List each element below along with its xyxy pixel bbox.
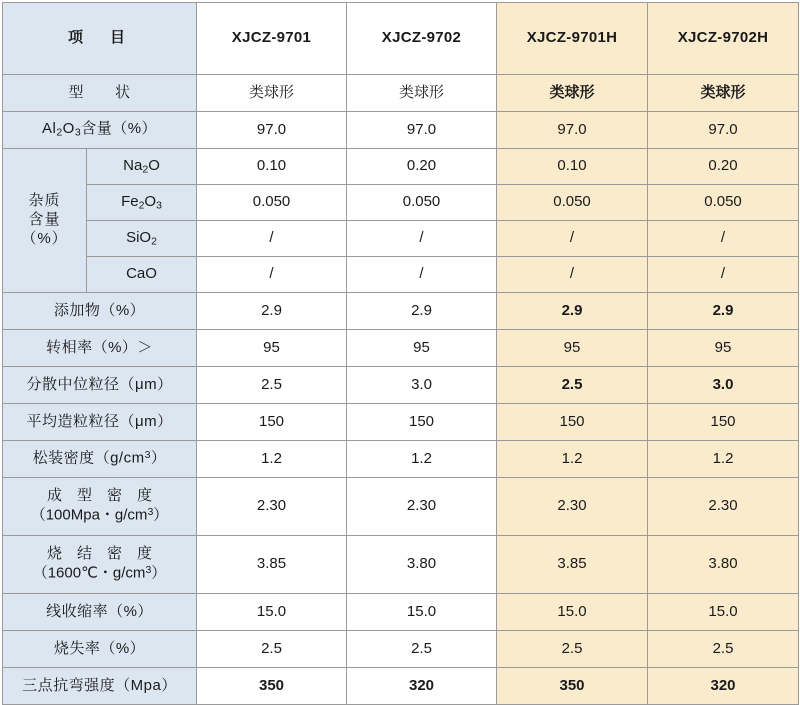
cell-bulk-density-9702: 1.2 — [347, 441, 497, 478]
cell-sio2-9701: / — [197, 221, 347, 257]
row-label-loss: 烧失率（%） — [3, 631, 197, 668]
cell-fe2o3-9701: 0.050 — [197, 185, 347, 221]
row-label-sio2 — [87, 221, 197, 257]
row-label-na2o — [87, 149, 197, 185]
cell-na2o-9702: 0.20 — [347, 149, 497, 185]
header-col-xjcz-9702: XJCZ-9702 — [347, 3, 497, 75]
cell-loss-9702: 2.5 — [347, 631, 497, 668]
cell-shrinkage-9702: 15.0 — [347, 594, 497, 631]
forming-density-sup: 3 — [147, 506, 154, 519]
row-label-avg-granule: 平均造粒粒径（μm） — [3, 404, 197, 441]
row-label-bulk-density — [3, 441, 197, 478]
row-label-additive: 添加物（%） — [3, 293, 197, 330]
cell-shrinkage-9701: 15.0 — [197, 594, 347, 631]
sintering-density-sup: 3 — [145, 564, 152, 577]
header-item-label: 项 目 — [3, 3, 197, 75]
forming-density-line2-end: ） — [153, 506, 169, 524]
cell-median-9702h: 3.0 — [648, 367, 799, 404]
cell-alumina-9701h: 97.0 — [497, 112, 648, 149]
cell-sio2-9702: / — [347, 221, 497, 257]
cell-bulk-density-9701h: 1.2 — [497, 441, 648, 478]
fe2o3-sub2: 2 — [138, 199, 145, 212]
table-row-median-size — [3, 367, 799, 404]
cell-conversion-9702: 95 — [347, 330, 497, 367]
cell-bending-9702: 320 — [347, 668, 497, 705]
row-label-impurity-group — [3, 149, 87, 293]
table-row-fe2o3 — [3, 185, 799, 221]
cell-forming-density-9702h: 2.30 — [648, 478, 799, 536]
alumina-label-rest: 含量（%） — [81, 120, 158, 138]
sio2-text: SiO — [126, 228, 152, 246]
impurity-label-line1: 杂质 — [28, 192, 61, 210]
table-header-row — [3, 3, 799, 75]
cell-shape-9701: 类球形 — [197, 75, 347, 112]
table-row-shrinkage — [3, 594, 799, 631]
cell-avg-granule-9701h: 150 — [497, 404, 648, 441]
cell-avg-granule-9702h: 150 — [648, 404, 799, 441]
cell-bulk-density-9701: 1.2 — [197, 441, 347, 478]
cell-sintering-density-9701h: 3.85 — [497, 536, 648, 594]
cell-sio2-9702h: / — [648, 221, 799, 257]
forming-density-line1: 成 型 密 度 — [47, 487, 153, 505]
cell-bending-9701h: 350 — [497, 668, 648, 705]
table-row-bulk-density — [3, 441, 799, 478]
cell-additive-9702h: 2.9 — [648, 293, 799, 330]
header-col-xjcz-9701h: XJCZ-9701H — [497, 3, 648, 75]
cell-conversion-9701h: 95 — [497, 330, 648, 367]
alumina-formula-o: O — [62, 120, 75, 138]
cell-median-9702: 3.0 — [347, 367, 497, 404]
table-row-shape — [3, 75, 799, 112]
cell-avg-granule-9701: 150 — [197, 404, 347, 441]
sintering-density-line2-text: （1600℃・g/cm — [32, 564, 146, 582]
sintering-density-line2 — [6, 564, 193, 583]
cell-bending-9702h: 320 — [648, 668, 799, 705]
row-label-sintering-density — [3, 536, 197, 594]
cell-cao-9702h: / — [648, 257, 799, 293]
impurity-label-line2: 含量 — [28, 211, 61, 229]
cell-additive-9701: 2.9 — [197, 293, 347, 330]
table-row-alumina — [3, 112, 799, 149]
table-row-sio2 — [3, 221, 799, 257]
row-label-shape: 型 状 — [3, 75, 197, 112]
cell-alumina-9701: 97.0 — [197, 112, 347, 149]
cell-conversion-9701: 95 — [197, 330, 347, 367]
cell-loss-9702h: 2.5 — [648, 631, 799, 668]
bulk-density-end: ） — [150, 449, 167, 467]
cell-shape-9701h: 类球形 — [497, 75, 648, 112]
cell-shrinkage-9702h: 15.0 — [648, 594, 799, 631]
row-label-shrinkage: 线收缩率（%） — [3, 594, 197, 631]
table-row-loss — [3, 631, 799, 668]
product-spec-table — [2, 2, 799, 705]
cell-cao-9701h: / — [497, 257, 648, 293]
cell-forming-density-9702: 2.30 — [347, 478, 497, 536]
alumina-formula-al: Al — [41, 120, 57, 138]
alumina-sub-3: 3 — [74, 126, 82, 139]
forming-density-line2 — [6, 506, 193, 525]
table-row-conversion — [3, 330, 799, 367]
table-row-sintering-density — [3, 536, 799, 594]
cell-na2o-9701: 0.10 — [197, 149, 347, 185]
cell-conversion-9702h: 95 — [648, 330, 799, 367]
sio2-sub: 2 — [151, 235, 157, 248]
cell-bending-9701: 350 — [197, 668, 347, 705]
cell-median-9701: 2.5 — [197, 367, 347, 404]
cell-median-9701h: 2.5 — [497, 367, 648, 404]
cell-na2o-9702h: 0.20 — [648, 149, 799, 185]
cell-fe2o3-9701h: 0.050 — [497, 185, 648, 221]
cell-avg-granule-9702: 150 — [347, 404, 497, 441]
sintering-density-line2-end: ） — [151, 564, 167, 582]
cell-loss-9701: 2.5 — [197, 631, 347, 668]
alumina-sub-2: 2 — [56, 126, 63, 139]
table-row-bending-strength — [3, 668, 799, 705]
cell-shape-9702: 类球形 — [347, 75, 497, 112]
row-label-median-size: 分散中位粒径（μm） — [3, 367, 197, 404]
header-col-xjcz-9702h: XJCZ-9702H — [648, 3, 799, 75]
cell-sio2-9701h: / — [497, 221, 648, 257]
bulk-density-sup: 3 — [144, 449, 151, 462]
header-col-xjcz-9701: XJCZ-9701 — [197, 3, 347, 75]
fe2o3-sub3: 3 — [156, 199, 162, 212]
fe2o3-fe: Fe — [121, 192, 139, 210]
cell-additive-9702: 2.9 — [347, 293, 497, 330]
cell-sintering-density-9702h: 3.80 — [648, 536, 799, 594]
cell-cao-9702: / — [347, 257, 497, 293]
cell-shrinkage-9701h: 15.0 — [497, 594, 648, 631]
na2o-sub: 2 — [142, 163, 149, 176]
impurity-label-line3: （%） — [21, 229, 68, 247]
cell-sintering-density-9701: 3.85 — [197, 536, 347, 594]
cell-fe2o3-9702: 0.050 — [347, 185, 497, 221]
row-label-cao: CaO — [87, 257, 197, 293]
row-label-bending-strength: 三点抗弯强度（Mpa） — [3, 668, 197, 705]
cell-forming-density-9701h: 2.30 — [497, 478, 648, 536]
row-label-fe2o3: $Fe_2O_3$ — [87, 185, 197, 221]
na2o-o: O — [148, 156, 160, 174]
sintering-density-line1: 烧 结 密 度 — [47, 545, 153, 563]
row-label-alumina — [3, 112, 197, 149]
table-row-forming-density — [3, 478, 799, 536]
cell-alumina-9702h: 97.0 — [648, 112, 799, 149]
row-label-forming-density — [3, 478, 197, 536]
table-row-additive — [3, 293, 799, 330]
cell-shape-9702h: 类球形 — [648, 75, 799, 112]
table-row-avg-granule — [3, 404, 799, 441]
cell-na2o-9701h: 0.10 — [497, 149, 648, 185]
cell-alumina-9702: 97.0 — [347, 112, 497, 149]
cell-forming-density-9701: 2.30 — [197, 478, 347, 536]
cell-bulk-density-9702h: 1.2 — [648, 441, 799, 478]
table-row-cao — [3, 257, 799, 293]
na2o-na: Na — [123, 156, 143, 174]
cell-cao-9701: / — [197, 257, 347, 293]
cell-fe2o3-9702h: 0.050 — [648, 185, 799, 221]
cell-additive-9701h: 2.9 — [497, 293, 648, 330]
cell-loss-9701h: 2.5 — [497, 631, 648, 668]
row-label-conversion: 转相率（%）＞ — [3, 330, 197, 367]
table-row-na2o — [3, 149, 799, 185]
cell-sintering-density-9702: 3.80 — [347, 536, 497, 594]
forming-density-line2-text: （100Mpa・g/cm — [30, 506, 148, 524]
bulk-density-text: 松装密度（g/cm — [32, 449, 145, 467]
